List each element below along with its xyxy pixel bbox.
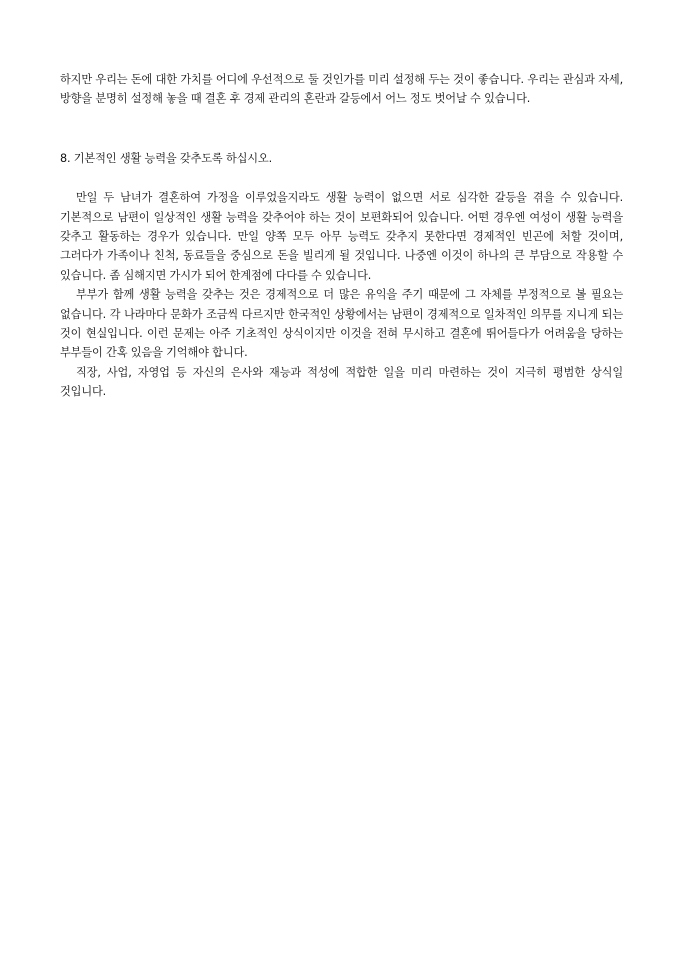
body-paragraph-1: 만일 두 남녀가 결혼하여 가정을 이루었을지라도 생활 능력이 없으면 서로 심각한 갈등을 겪을 수 있습니다. 기본적으로 남편이 일상적인 생활 능력을 갖추어야 하는 것이 보편화되어 있습니다. 어떤 경우엔 여성이 생활 능력을 갖추고 활동하는 경우가 있습니다. 만일 양쪽 모두 아무 능력도 갖추지 못한다면 경제적인 빈곤에 처할 것이며, 그러다가 가족이나 친척, 동료들을 중심으로 돈을 빌리게 될 것입니다. 나중엔 이것이 하나의 큰 부담으로 작용할 수 있습니다. 좀 심해지면 가시가 되어 한계점에 다다를 수 있습니다.: [60, 191, 623, 282]
intro-paragraph: 하지만 우리는 돈에 대한 가치를 어디에 우선적으로 둘 것인가를 미리 설정해 두는 것이 좋습니다. 우리는 관심과 자세, 방향을 분명히 설정해 놓을 때 결혼 후 경제 관리의 혼란과 갈등에서 어느 정도 벗어날 수 있습니다.: [60, 73, 623, 106]
section-spacer: [60, 109, 623, 149]
document-page: [60, 70, 623, 402]
body-paragraph-3: 직장, 사업, 자영업 등 자신의 은사와 재능과 적성에 적합한 일을 미리 마련하는 것이 지극히 평범한 상식일 것입니다.: [60, 365, 623, 399]
heading-spacer: [60, 168, 623, 188]
body-paragraph-2: 부부가 함께 생활 능력을 갖추는 것은 경제적으로 더 많은 유익을 주기 때문에 그 자체를 부정적으로 볼 필요는 없습니다. 각 나라마다 문화가 조금씩 다르지만 한국적인 상황에서는 남편이 경제적으로 일차적인 의무를 지니게 되는 것이 현실입니다. 이런 문제는 아주 기초적인 상식이지만 이것을 전혀 무시하고 결혼에 뛰어들다가 어려움을 당하는 부부들이 간혹 있음을 기억해야 합니다.: [60, 288, 623, 360]
section-heading: 8. 기본적인 생활 능력을 갖추도록 하십시오.: [60, 151, 272, 165]
